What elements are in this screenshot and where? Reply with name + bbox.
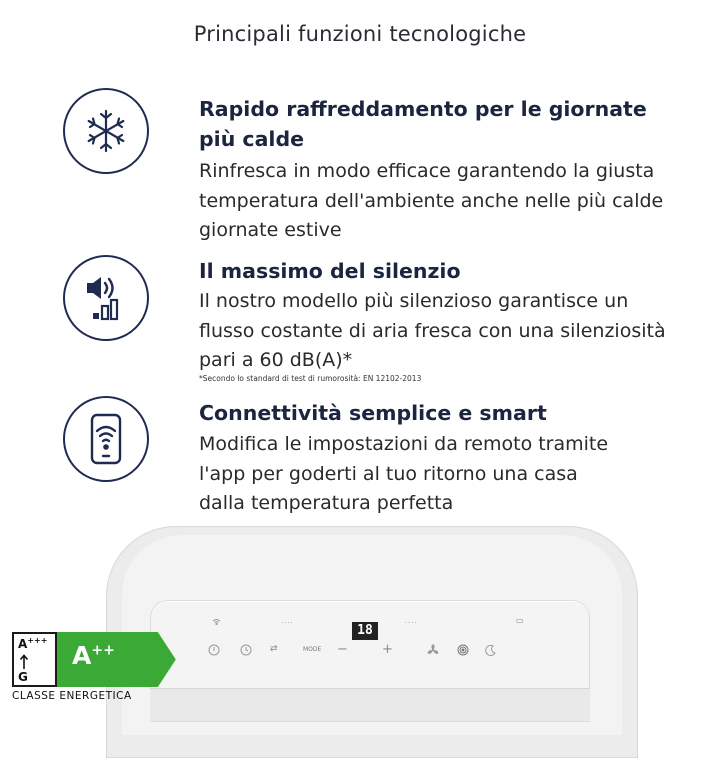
scale-top-letter: A: [18, 637, 28, 651]
smartphone-icon-circle: [63, 396, 149, 482]
mode-indicator: • • • •: [281, 621, 293, 625]
timer-button[interactable]: [240, 644, 252, 658]
feature-desc-line: Rinfresca in modo efficace garantendo la giusta: [199, 160, 655, 182]
feature-desc-line: giornate estive: [199, 219, 342, 241]
minus-button[interactable]: −: [337, 642, 348, 657]
fan-icon: [427, 644, 439, 656]
feature-title-line: Rapido raffreddamento per le giornate: [199, 97, 647, 121]
mode-button[interactable]: MODE: [303, 646, 322, 653]
energy-grade: [72, 641, 115, 670]
feature-title-line: più calde: [199, 127, 305, 151]
feature-title-line: Connettività semplice e smart: [199, 401, 547, 425]
power-button[interactable]: [208, 644, 220, 658]
feature-desc-line: dalla temperatura perfetta: [199, 492, 454, 514]
target-icon: [457, 644, 469, 656]
power-icon: [208, 644, 220, 656]
swing-button[interactable]: ⇄: [270, 644, 278, 654]
speaker-icon-circle: [63, 255, 149, 341]
energy-scale: [12, 632, 57, 687]
panel-strip: [150, 688, 590, 721]
feature-title: [199, 256, 699, 286]
moon-icon: [485, 644, 497, 656]
energy-grade-sup: ++: [91, 642, 115, 659]
feature-desc-line: Modifica le impostazioni da remoto tramite: [199, 433, 609, 455]
snowflake-icon: [82, 107, 130, 155]
wifi-status-icon: [212, 618, 221, 627]
night-button[interactable]: [485, 644, 497, 658]
filter-icon: ▭: [516, 616, 524, 625]
feature-desc-line: pari a 60 dB(A)*: [199, 349, 353, 371]
feature-title: [199, 94, 699, 154]
sleep-mode-button[interactable]: [457, 644, 469, 658]
feature-description: [199, 287, 699, 376]
feature-desc-line: temperatura dell'ambiente anche nelle più calde: [199, 189, 664, 212]
feature-desc-line: Il nostro modello più silenzioso garantisce un: [199, 290, 629, 312]
fan-button[interactable]: [427, 644, 439, 658]
feature-description: [199, 157, 699, 246]
timer-icon: [240, 644, 252, 656]
feature-title-line: Il massimo del silenzio: [199, 259, 461, 283]
temperature-display: 18: [352, 622, 378, 640]
energy-grade-letter: A: [72, 641, 92, 670]
footnote: *Secondo lo standard di test di rumorosità: EN 12102-2013: [199, 374, 422, 383]
fan-indicator: • • • •: [405, 621, 417, 625]
scale-top-sup: +++: [27, 636, 48, 645]
smartphone-wifi-icon: [84, 413, 128, 465]
energy-scale-top: [18, 636, 47, 651]
plus-button[interactable]: +: [382, 642, 393, 657]
energy-scale-bottom: G: [18, 670, 28, 684]
speaker-volume-icon: [81, 273, 131, 323]
feature-desc-line: flusso costante di aria fresca con una silenziosità: [199, 319, 666, 342]
feature-title: [199, 398, 699, 428]
page-title: Principali funzioni tecnologiche: [193, 22, 527, 46]
energy-label: [12, 632, 132, 702]
feature-desc-line: l'app per goderti al tuo ritorno una casa: [199, 462, 578, 485]
feature-description: [199, 430, 699, 519]
energy-class-label: CLASSE ENERGETICA: [12, 690, 132, 702]
snowflake-icon-circle: [63, 88, 149, 174]
